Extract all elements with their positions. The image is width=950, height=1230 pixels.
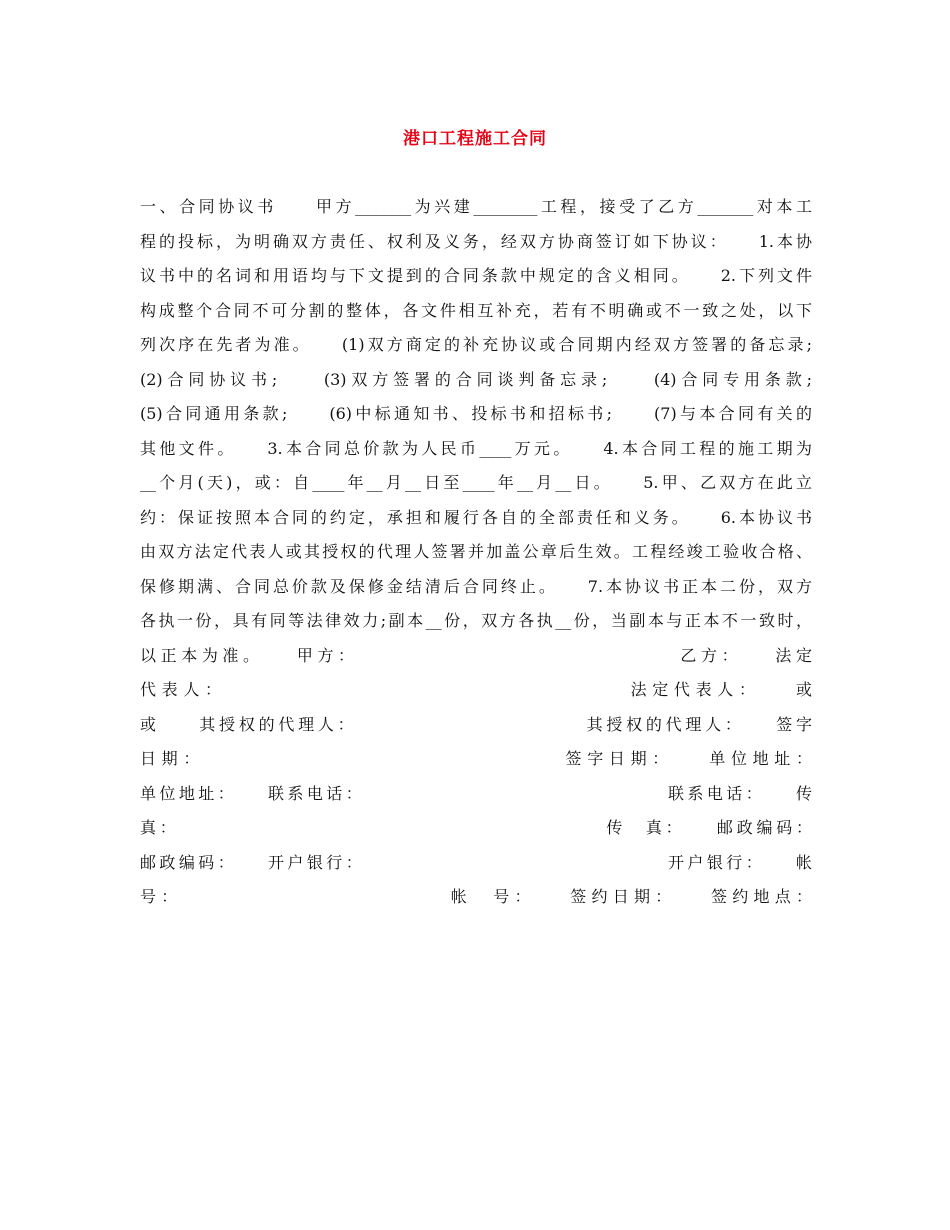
body-line-17: 日期： 签字日期： 单位地址： xyxy=(140,749,812,768)
body-line-1: 一、合同协议书 甲方_______为兴建________工程，接受了乙方_______对本工 xyxy=(140,197,812,216)
body-line-6: (2)合同协议书; (3)双方签署的合同谈判备忘录; (4)合同专用条款; xyxy=(140,369,812,389)
document-title: 港口工程施工合同 xyxy=(403,129,547,149)
body-line-2: 程的投标，为明确双方责任、权利及义务，经双方协商签订如下协议： 1.本协 xyxy=(140,231,812,251)
body-line-7: (5)合同通用条款; (6)中标通知书、投标书和招标书; (7)与本合同有关的 xyxy=(140,404,812,423)
body-line-20: 邮政编码： 开户银行： 开户银行： 帐 xyxy=(140,852,812,872)
body-line-3: 议书中的名词和用语均与下文提到的合同条款中规定的含义相同。 2.下列文件 xyxy=(140,266,812,285)
body-line-4: 构成整个合同不可分割的整体，各文件相互补充，若有不明确或不一致之处，以下 xyxy=(140,300,812,320)
body-line-12: 保修期满、合同总价款及保修金结清后合同终止。 7.本协议书正本二份，双方 xyxy=(140,576,812,596)
body-line-10: 约：保证按照本合同的约定，承担和履行各自的全部责任和义务。 6.本协议书 xyxy=(140,507,812,527)
body-line-11: 由双方法定代表人或其授权的代理人签署并加盖公章后生效。工程经竣工验收合格、 xyxy=(140,542,812,561)
body-line-19: 真： 传 真： 邮政编码： xyxy=(140,818,812,837)
contract-body xyxy=(140,190,812,915)
body-line-15: 代表人： 法定代表人： 或 xyxy=(140,680,812,699)
body-line-5: 列次序在先者为准。 (1)双方商定的补充协议或合同期内经双方签署的备忘录; xyxy=(140,335,812,354)
body-line-16: 或 其授权的代理人： 其授权的代理人： 签字 xyxy=(140,714,812,734)
body-line-9: __个月(天)，或：自____年__月__日至____年__月__日。 5.甲、乙双方在此立 xyxy=(140,473,812,492)
body-line-21: 号： 帐 号： 签约日期： 签约地点： xyxy=(140,887,812,906)
body-line-8: 其他文件。 3.本合同总价款为人民币____万元。 4.本合同工程的施工期为 xyxy=(140,438,812,458)
body-line-18: 单位地址： 联系电话： 联系电话： 传 xyxy=(140,783,812,803)
body-line-14: 以正本为准。 甲方： 乙方： 法定 xyxy=(140,645,812,665)
body-line-13: 各执一份，具有同等法律效力;副本__份，双方各执__份，当副本与正本不一致时， xyxy=(140,611,812,630)
